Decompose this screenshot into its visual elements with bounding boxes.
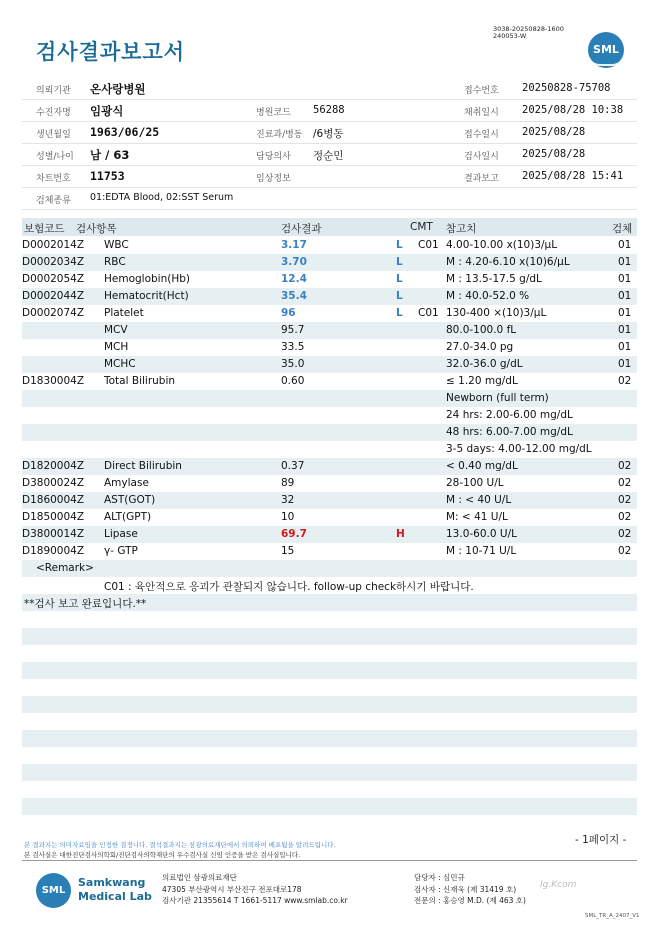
received-value: 2025/08/28 xyxy=(522,126,586,138)
remark-text: C01 : 육안적으로 응괴가 관찰되지 않습니다. follow-up check하시기 바랍니다. xyxy=(104,581,474,593)
info-row xyxy=(22,100,637,122)
header-result: 검사결과 xyxy=(281,223,322,235)
sml-footer-logo-icon: SML xyxy=(36,873,71,908)
cell-code: D1850004Z xyxy=(22,511,85,523)
cell-result: 0.60 xyxy=(281,375,305,387)
cell-name: RBC xyxy=(104,256,126,268)
cell-name: Direct Bilirubin xyxy=(104,460,182,472)
blank-row xyxy=(22,798,637,815)
cell-flag: L xyxy=(396,290,403,302)
table-row xyxy=(22,322,637,339)
cell-result: 35.4 xyxy=(281,290,307,302)
cell-name: Platelet xyxy=(104,307,144,319)
org-line-3: 검사기관 21355614 T 1661-5117 www.smlab.co.kr xyxy=(162,896,348,905)
table-row xyxy=(22,288,637,305)
staff-line-2: 검사자 : 신재욱 (제 31419 호) xyxy=(414,884,517,894)
cell-code: D0002044Z xyxy=(22,290,85,302)
cell-code: D3800024Z xyxy=(22,477,85,489)
chart-label: 차트번호 xyxy=(36,174,71,184)
hospital-code-label: 병원코드 xyxy=(256,108,291,118)
info-row xyxy=(22,144,637,166)
cell-cmt: C01 xyxy=(418,239,439,251)
cell-spec: 02 xyxy=(618,545,632,557)
cell-result: 15 xyxy=(281,545,295,557)
cell-result: 33.5 xyxy=(281,341,305,353)
blank-row xyxy=(22,730,637,747)
org-line-1: 의료법인 삼광의료재단 xyxy=(162,873,237,882)
cell-spec: 01 xyxy=(618,239,632,251)
cell-ref: 24 hrs: 2.00-6.00 mg/dL xyxy=(446,409,573,421)
cell-name: WBC xyxy=(104,239,129,251)
table-row xyxy=(22,237,637,254)
cell-ref: M: < 41 U/L xyxy=(446,511,508,523)
sex-age-value: 남 / 63 xyxy=(90,148,130,162)
cell-spec: 01 xyxy=(618,256,632,268)
cell-ref: 13.0-60.0 U/L xyxy=(446,528,517,540)
cell-name: ALT(GPT) xyxy=(104,511,152,523)
table-row xyxy=(22,339,637,356)
cell-result: 12.4 xyxy=(281,273,307,285)
table-row xyxy=(22,254,637,271)
cell-code: D1830004Z xyxy=(22,375,85,387)
cell-result: 69.7 xyxy=(281,528,307,540)
cell-result: 95.7 xyxy=(281,324,305,336)
collected-label: 채취일시 xyxy=(464,108,499,118)
table-row xyxy=(22,526,637,543)
results-table-header xyxy=(22,218,637,236)
cell-result: 32 xyxy=(281,494,295,506)
cell-code: D0002074Z xyxy=(22,307,85,319)
remark-label: <Remark> xyxy=(36,562,94,574)
footer-note-1: 본 결과지는 의미자료임을 인정한 결정니다. 결석결과지는 삼광의료재단에서 의뢰하여 배포됨을 알려드립니다. xyxy=(24,841,336,849)
cell-spec: 01 xyxy=(618,324,632,336)
reported-label: 결과보고 xyxy=(464,174,499,184)
cell-result: 35.0 xyxy=(281,358,305,370)
dob-value: 1963/06/25 xyxy=(90,125,160,139)
cell-result: 10 xyxy=(281,511,295,523)
cell-spec: 01 xyxy=(618,358,632,370)
table-row xyxy=(22,356,637,373)
table-row xyxy=(22,509,637,526)
blank-row xyxy=(22,628,637,645)
cell-flag: L xyxy=(396,256,403,268)
cell-spec: 01 xyxy=(618,307,632,319)
remark-row xyxy=(22,560,637,577)
cell-name: AST(GOT) xyxy=(104,494,156,506)
header-code: 보험코드 xyxy=(24,223,65,235)
cell-name: Total Bilirubin xyxy=(104,375,176,387)
cell-spec: 01 xyxy=(618,273,632,285)
cell-flag: H xyxy=(396,528,405,540)
cell-code: D3800014Z xyxy=(22,528,85,540)
cell-ref: Newborn (full term) xyxy=(446,392,549,404)
cell-spec: 02 xyxy=(618,511,632,523)
sml-logo-icon: SML xyxy=(588,32,624,68)
cell-cmt: C01 xyxy=(418,307,439,319)
info-row xyxy=(22,166,637,188)
report-complete-text: **검사 보고 완료입니다.** xyxy=(24,598,147,610)
name-value: 임광식 xyxy=(90,104,124,118)
sex-age-label: 성별/나이 xyxy=(36,152,74,162)
cell-ref: 32.0-36.0 g/dL xyxy=(446,358,523,370)
tested-value: 2025/08/28 xyxy=(522,148,586,160)
staff-info xyxy=(414,872,526,907)
cell-ref: 27.0-34.0 pg xyxy=(446,341,514,353)
cell-ref: M : 4.20-6.10 x(10)6/μL xyxy=(446,256,570,268)
staff-line-1: 담당자 : 심민규 xyxy=(414,873,465,882)
dob-label: 생년월일 xyxy=(36,130,71,140)
chart-value: 11753 xyxy=(90,169,125,183)
hospital-label: 의뢰기관 xyxy=(36,86,71,96)
name-label: 수진자명 xyxy=(36,108,71,118)
specimen-value: 01:EDTA Blood, 02:SST Serum xyxy=(90,192,234,203)
cell-flag: L xyxy=(396,273,403,285)
document-id-line-2: 240053-W xyxy=(493,32,527,40)
cell-result: 96 xyxy=(281,307,296,319)
specimen-label: 검체종류 xyxy=(36,196,71,206)
cell-code: D1820004Z xyxy=(22,460,85,472)
collected-value: 2025/08/28 10:38 xyxy=(522,104,624,116)
signature: Ig.Kcom xyxy=(540,880,577,890)
remark-text-row xyxy=(22,577,637,594)
reported-value: 2025/08/28 15:41 xyxy=(522,170,624,182)
cell-ref: 3-5 days: 4.00-12.00 mg/dL xyxy=(446,443,592,455)
form-version: SML_TR_A_2407_V1 xyxy=(585,913,640,919)
cell-ref: 4.00-10.00 x(10)3/μL xyxy=(446,239,558,251)
cell-spec: 02 xyxy=(618,494,632,506)
info-row xyxy=(22,188,637,210)
page-title: 검사결과보고서 xyxy=(36,40,186,64)
table-row xyxy=(22,390,637,407)
cell-ref: ≤ 1.20 mg/dL xyxy=(446,375,518,387)
company-name-line-2: Medical Lab xyxy=(78,890,152,903)
document-id-line-1: 3038-20250828-1600 xyxy=(493,25,564,33)
doctor-label: 담당의사 xyxy=(256,152,291,162)
receipt-no-value: 20250828-75708 xyxy=(522,82,611,94)
header-cmt: CMT xyxy=(410,221,433,233)
table-row xyxy=(22,441,637,458)
cell-code: D1860004Z xyxy=(22,494,85,506)
cell-ref: 80.0-100.0 fL xyxy=(446,324,517,336)
received-label: 접수일시 xyxy=(464,130,499,140)
cell-code: D1890004Z xyxy=(22,545,85,557)
organization-info xyxy=(162,872,348,907)
cell-result: 3.70 xyxy=(281,256,307,268)
dept-label: 진료과/병동 xyxy=(256,130,303,140)
cell-result: 89 xyxy=(281,477,295,489)
cell-spec: 02 xyxy=(618,375,632,387)
table-row xyxy=(22,305,637,322)
cell-name: Amylase xyxy=(104,477,149,489)
report-complete-row xyxy=(22,594,637,611)
doctor-value: 정순민 xyxy=(313,150,344,162)
cell-name: γ- GTP xyxy=(104,545,138,557)
dept-value: /6병동 xyxy=(313,128,344,140)
header-name: 검사항목 xyxy=(76,223,117,235)
cell-name: MCH xyxy=(104,341,129,353)
cell-spec: 02 xyxy=(618,528,632,540)
info-row xyxy=(22,78,637,100)
cell-spec: 01 xyxy=(618,290,632,302)
cell-result: 3.17 xyxy=(281,239,307,251)
patient-info xyxy=(22,78,637,210)
header-ref: 참고치 xyxy=(446,223,477,235)
hospital-value: 온사랑병원 xyxy=(90,82,146,96)
receipt-no-label: 접수번호 xyxy=(464,86,499,96)
blank-row xyxy=(22,696,637,713)
hospital-code-value: 56288 xyxy=(313,104,345,116)
cell-ref: M : < 40 U/L xyxy=(446,494,512,506)
table-row xyxy=(22,543,637,560)
org-line-2: 47305 부산광역시 부산진구 전포대로178 xyxy=(162,884,302,894)
page-number: - 1페이지 - xyxy=(575,834,627,846)
blank-row xyxy=(22,662,637,679)
table-row xyxy=(22,458,637,475)
table-row xyxy=(22,373,637,390)
company-name-line-1: Samkwang xyxy=(78,876,146,889)
header-spec: 검체 xyxy=(612,223,633,235)
cell-name: MCHC xyxy=(104,358,136,370)
cell-spec: 01 xyxy=(618,341,632,353)
blank-row xyxy=(22,764,637,781)
cell-ref: 28-100 U/L xyxy=(446,477,504,489)
table-row xyxy=(22,424,637,441)
cell-spec: 02 xyxy=(618,460,632,472)
cell-ref: M : 13.5-17.5 g/dL xyxy=(446,273,542,285)
table-row xyxy=(22,407,637,424)
footer-note-2: 본 검사실은 대한진단검사의학회/진단검사의학재단의 우수검사실 신임 인증을 받은 검사실입니다. xyxy=(24,851,301,859)
cell-flag: L xyxy=(396,307,403,319)
cell-ref: M : 40.0-52.0 % xyxy=(446,290,530,302)
cell-ref: M : 10-71 U/L xyxy=(446,545,517,557)
info-row xyxy=(22,122,637,144)
cell-name: Hematocrit(Hct) xyxy=(104,290,189,302)
cell-name: Lipase xyxy=(104,528,138,540)
cell-code: D0002014Z xyxy=(22,239,85,251)
cell-ref: < 0.40 mg/dL xyxy=(446,460,518,472)
cell-name: MCV xyxy=(104,324,128,336)
table-row xyxy=(22,271,637,288)
document-id xyxy=(493,26,564,40)
table-row xyxy=(22,475,637,492)
cell-code: D0002054Z xyxy=(22,273,85,285)
cell-flag: L xyxy=(396,239,403,251)
cell-code: D0002034Z xyxy=(22,256,85,268)
cell-name: Hemoglobin(Hb) xyxy=(104,273,191,285)
tested-label: 검사일시 xyxy=(464,152,499,162)
cell-ref: 48 hrs: 6.00-7.00 mg/dL xyxy=(446,426,573,438)
staff-line-3: 전문의 : 홍승영 M.D. (제 463 호) xyxy=(414,896,526,905)
table-row xyxy=(22,492,637,509)
cell-result: 0.37 xyxy=(281,460,305,472)
results-table xyxy=(22,237,637,611)
cell-ref: 130-400 ×(10)3/μL xyxy=(446,307,547,319)
clinical-label: 임상정보 xyxy=(256,174,291,184)
footer-divider xyxy=(22,860,637,861)
company-name xyxy=(78,876,152,904)
cell-spec: 02 xyxy=(618,477,632,489)
